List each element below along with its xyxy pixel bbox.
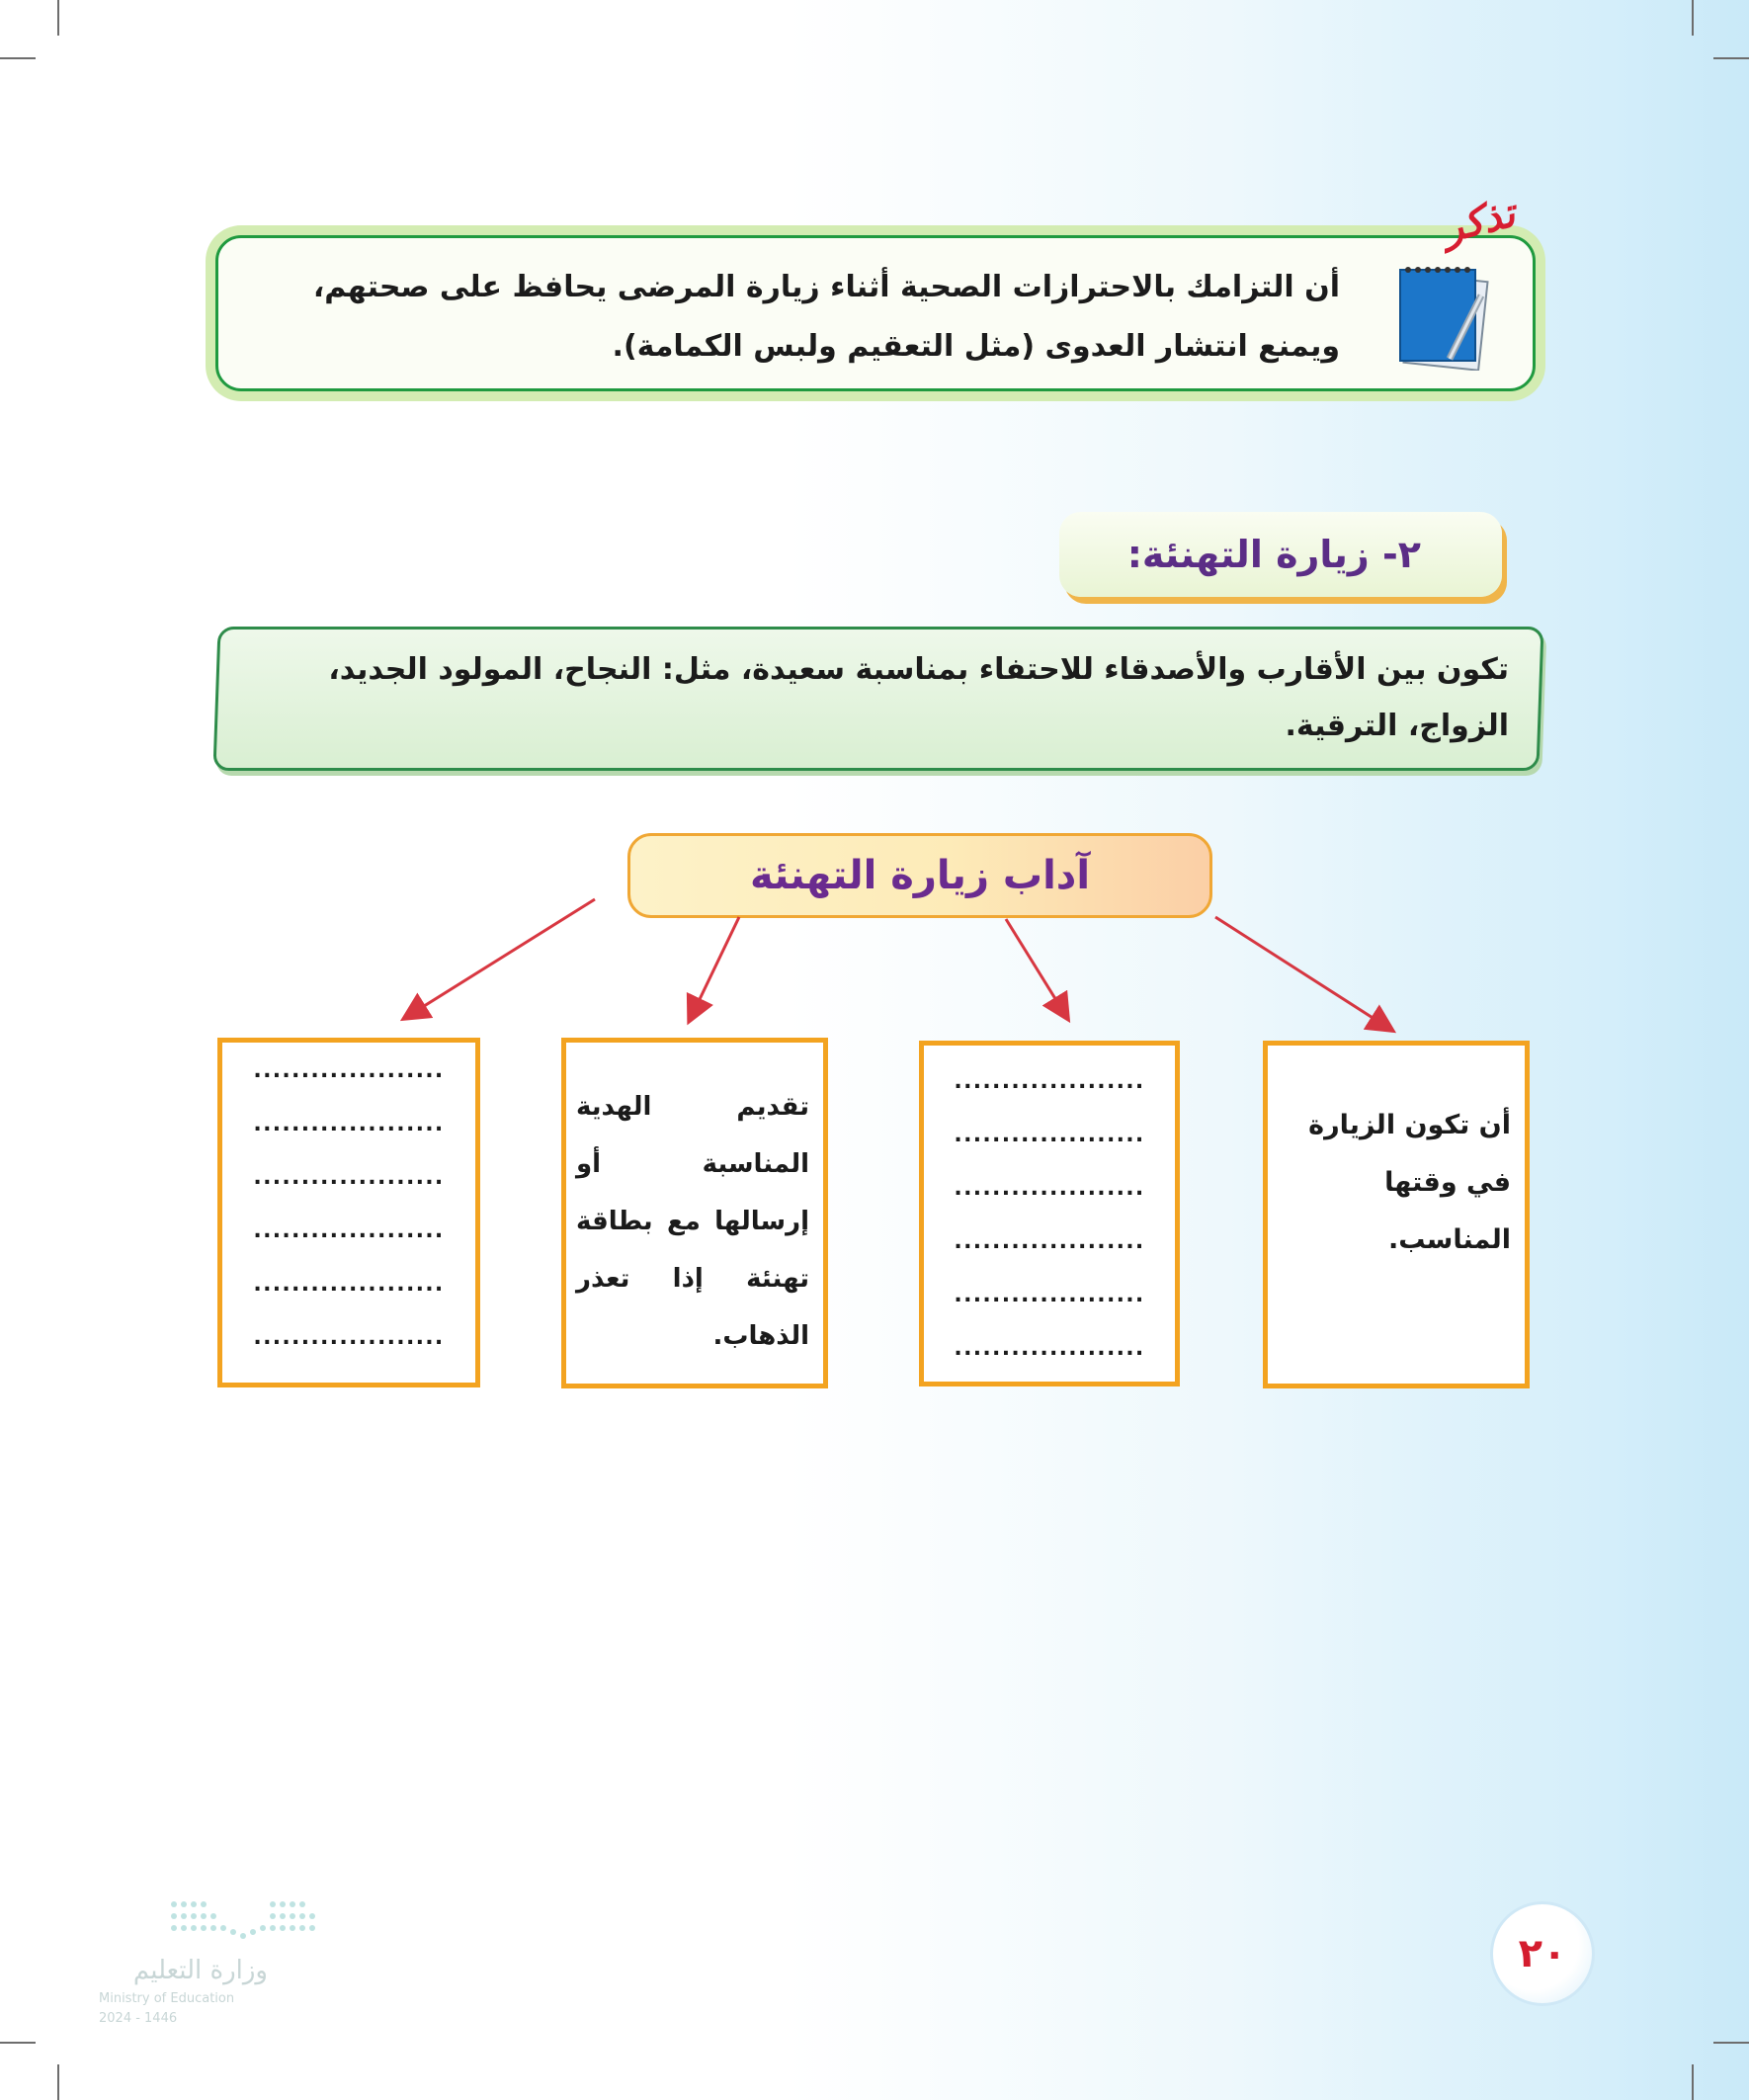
- dotted-line[interactable]: ....................: [253, 1325, 445, 1350]
- dotted-line[interactable]: ....................: [954, 1176, 1145, 1201]
- dotted-line[interactable]: ....................: [253, 1218, 445, 1243]
- dotted-line[interactable]: ....................: [954, 1069, 1145, 1094]
- dotted-line[interactable]: ....................: [253, 1272, 445, 1297]
- dotted-line[interactable]: ....................: [253, 1165, 445, 1190]
- manners-card-2[interactable]: [919, 1041, 1180, 1386]
- remember-tag: تذكر: [1438, 190, 1520, 253]
- manners-card-3: [561, 1038, 828, 1388]
- ministry-name-ar: وزارة التعليم: [132, 1956, 268, 1985]
- arrow-to-card-3: [690, 917, 739, 1020]
- section-heading-label: ٢- زيارة التهنئة:: [1126, 533, 1421, 576]
- dotted-line[interactable]: ....................: [954, 1283, 1145, 1307]
- arrow-to-card-2: [1006, 919, 1067, 1018]
- arrow-to-card-1: [1215, 917, 1391, 1030]
- manners-title: آداب زيارة التهنئة: [627, 833, 1212, 918]
- answer-lines[interactable]: [938, 1055, 1161, 1376]
- manners-card-4[interactable]: [217, 1038, 480, 1387]
- dotted-line[interactable]: ....................: [954, 1229, 1145, 1254]
- dotted-line[interactable]: ....................: [253, 1058, 445, 1083]
- dotted-line[interactable]: ....................: [253, 1112, 445, 1136]
- ministry-logo: [95, 1892, 332, 2031]
- page-number: ٢٠: [1490, 1901, 1595, 2006]
- dotted-line[interactable]: ....................: [954, 1123, 1145, 1147]
- remember-text: أن التزامك بالاحترازات الصحية أثناء زيارة المرضى يحافظ على صحتهم، ويمنع انتشار العدوى (مثل التعقيم ولبس الكمامة).: [312, 270, 1340, 364]
- definition-text: تكون بين الأقارب والأصدقاء للاحتفاء بمناسبة سعيدة، مثل: النجاح، المولود الجديد، الزواج، الترقية.: [328, 652, 1510, 743]
- ministry-name-en: Ministry of Education: [99, 1991, 235, 2006]
- card-3-text: تقديم الهدية المناسبة أو إرسالها مع بطاقة تهنئة إذا تعذر الذهاب.: [576, 1092, 809, 1351]
- card-1-text: أن تكون الزيارة في وقتها المناسب.: [1308, 1110, 1511, 1255]
- ministry-dots-icon: [164, 1892, 401, 1952]
- arrow-to-card-4: [405, 899, 595, 1018]
- manners-card-1: [1263, 1041, 1530, 1388]
- answer-lines[interactable]: [236, 1045, 461, 1365]
- dotted-line[interactable]: ....................: [954, 1336, 1145, 1361]
- ministry-year: 2024 - 1446: [99, 2011, 178, 2026]
